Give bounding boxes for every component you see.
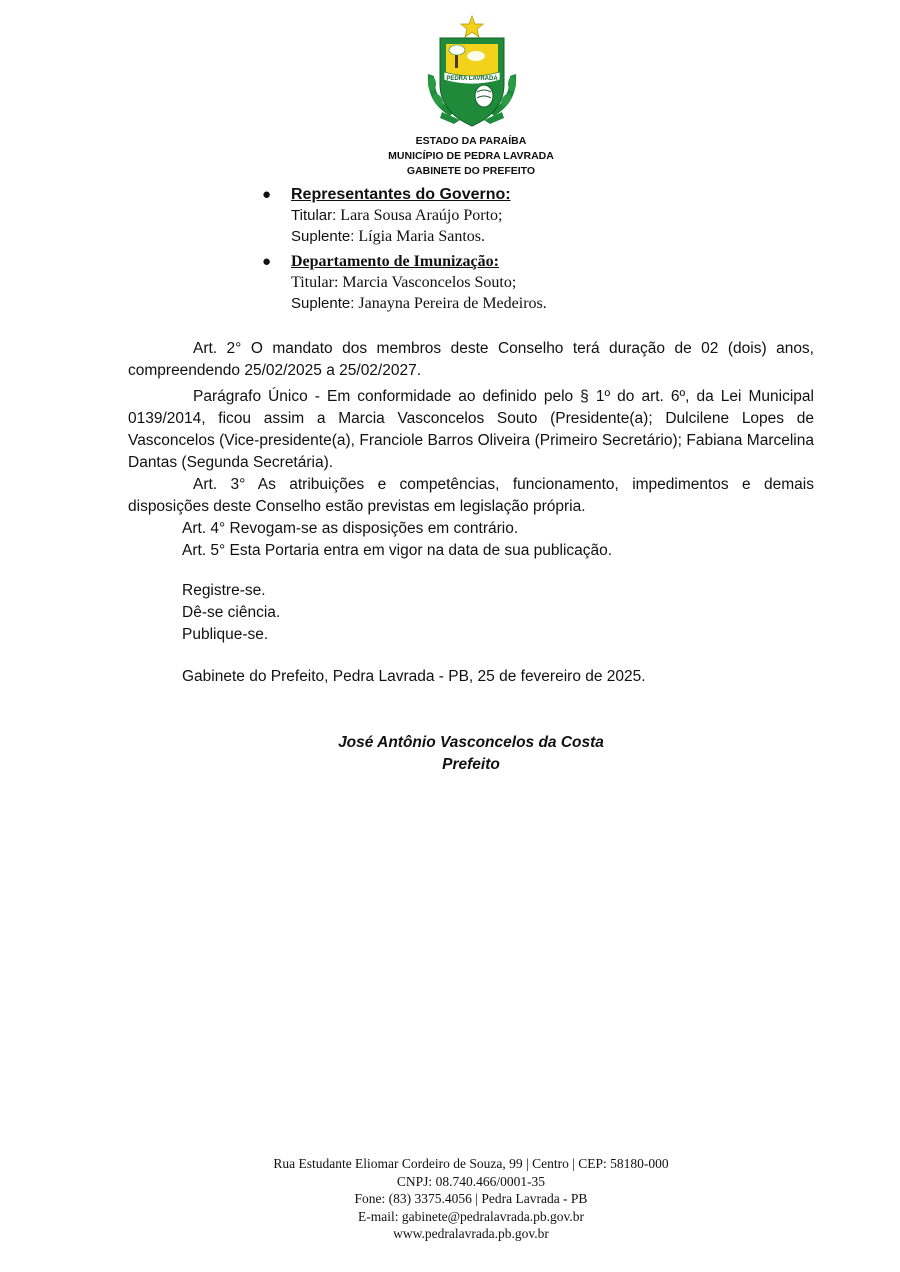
list-item [262, 184, 822, 247]
paragrafo-unico: Parágrafo Único - Em conformidade ao definido pelo § 1º do art. 6º, da Lei Municipal 0139/2014, ficou assim a Marcia Vasconcelos Souto (Presidente(a); Dulcilene Lopes de Vasconcelos (Vice-presidente(a), Franciole Barros Oliveira (Primeiro Secretário); Fabiana Marcelina Dantas (Segunda Secretária). [128, 388, 814, 471]
titular-label: Titular: [291, 207, 337, 224]
signer-name: José Antônio Vasconcelos da Costa [338, 734, 604, 751]
municipality-name: MUNICÍPIO DE PEDRA LAVRADA [388, 150, 554, 162]
crest-banner-text: PEDRA LAVRADA [446, 76, 498, 82]
page-footer [0, 1155, 900, 1243]
group-title: Departamento de Imunização: [291, 253, 499, 270]
suplente-name: Janayna Pereira de Medeiros. [358, 295, 547, 312]
suplente-label: Suplente: [291, 228, 355, 245]
ciencia-line: Dê-se ciência. [182, 604, 281, 621]
footer-phone: Fone: (83) 3375.4056 | Pedra Lavrada - PB [354, 1191, 588, 1206]
footer-address: Rua Estudante Eliomar Cordeiro de Souza, 99 | Centro | CEP: 58180-000 [273, 1156, 669, 1171]
footer-email: E-mail: gabinete@pedralavrada.pb.gov.br [358, 1208, 584, 1224]
article-4: Art. 4° Revogam-se as disposições em contrário. [182, 520, 519, 537]
bullet-icon: ● [262, 253, 272, 270]
signer-title: Prefeito [442, 756, 500, 773]
article-2: Art. 2° O mandato dos membros deste Conselho terá duração de 02 (dois) anos, compreendendo 25/02/2025 a 25/02/2027. [128, 340, 814, 379]
article-3: Art. 3° As atribuições e competências, funcionamento, impedimentos e demais disposições deste Conselho estão previstas em legislação própria. [128, 476, 814, 515]
bullet-icon: ● [262, 186, 272, 203]
closing-section [128, 580, 814, 688]
place-date: Gabinete do Prefeito, Pedra Lavrada - PB, 25 de fevereiro de 2025. [182, 668, 646, 685]
municipal-crest-icon [420, 14, 524, 132]
list-item [262, 251, 822, 314]
registre-line: Registre-se. [182, 582, 266, 599]
footer-cnpj: CNPJ: 08.740.466/0001-35 [396, 1173, 546, 1189]
article-5: Art. 5° Esta Portaria entra em vigor na data de sua publicação. [182, 542, 613, 559]
members-list [262, 184, 822, 314]
titular-name: Lara Sousa Araújo Porto; [340, 207, 503, 224]
suplente-label: Suplente: [291, 295, 355, 312]
titular-name: Marcia Vasconcelos Souto; [342, 274, 517, 291]
titular-label: Titular: [291, 274, 339, 291]
state-name: ESTADO DA PARAÍBA [415, 135, 527, 147]
publique-line: Publique-se. [182, 626, 269, 643]
suplente-name: Lígia Maria Santos. [358, 228, 486, 245]
articles-section [128, 338, 814, 562]
document-header [0, 134, 900, 179]
signature-block [0, 732, 900, 776]
footer-website: www.pedralavrada.pb.gov.br [393, 1226, 549, 1241]
office-name: GABINETE DO PREFEITO [406, 165, 536, 177]
group-title: Representantes do Governo: [291, 186, 511, 203]
